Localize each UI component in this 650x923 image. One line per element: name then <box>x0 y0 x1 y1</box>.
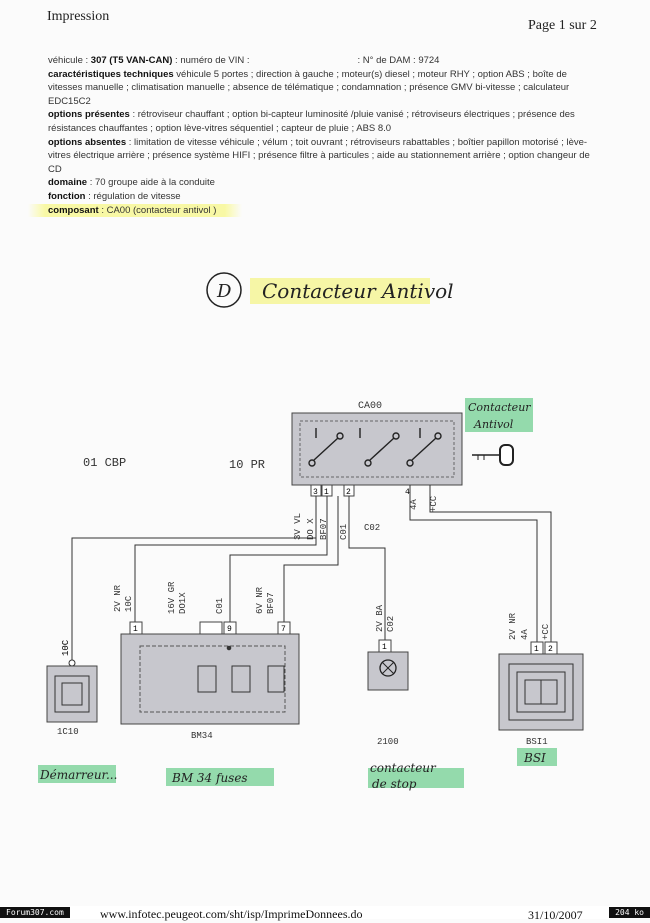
component-value: : CA00 (contacteur antivol ) <box>98 204 217 216</box>
bm34-wire-label-do1x: DO1X <box>178 592 188 614</box>
footer-url: www.infotec.peugeot.com/sht/isp/ImprimeDonnees.do <box>100 907 363 921</box>
vehicle-value: 307 (T5 VAN-CAN) <box>90 55 173 66</box>
c2100-wire-label-2vba: 2V BA <box>375 604 385 632</box>
domain-label: domaine <box>48 177 88 189</box>
title-text: Contacteur Antivol <box>262 279 454 303</box>
component-label: composant <box>48 204 99 216</box>
ca00-pin-3: 3 <box>313 488 318 497</box>
c1c10-component <box>38 639 117 783</box>
ca00-note-line2: Antivol <box>474 418 514 431</box>
c2100-wire-label-c02: C02 <box>386 615 396 632</box>
vehicle-label: véhicule : <box>48 55 91 66</box>
c2100-code: 2100 <box>377 737 399 747</box>
wire-label-c01: C01 <box>339 523 349 540</box>
bm34-wire-label-2vnr: 2V NR <box>113 584 123 612</box>
c2100-note-line1: contacteur <box>370 761 436 775</box>
ca00-note-line1: Contacteur <box>468 401 531 414</box>
c2100-pin: 1 <box>382 643 387 652</box>
c1c10-code: 1C10 <box>57 727 79 737</box>
forum-badge: Forum307.com <box>0 907 70 918</box>
circled-letter: D <box>217 281 232 302</box>
bm34-wire-label-bf07: BF07 <box>266 592 276 614</box>
footer-date: 31/10/2007 <box>528 908 583 922</box>
ca00-code: CA00 <box>358 401 383 412</box>
wire-label-c02: C02 <box>364 523 381 533</box>
bsi1-note: BSI <box>524 751 546 765</box>
ca00-pin-2: 2 <box>346 488 351 497</box>
bsi1-wire-label-2vnr: 2V NR <box>508 612 518 640</box>
wire-label-dox: DO X <box>306 518 316 540</box>
wire-label-3vvl: 3V VL <box>293 512 303 540</box>
tech-label: caractéristiques techniques <box>48 68 174 80</box>
ca00-pin-1: 1 <box>324 488 329 497</box>
bm34-component <box>113 581 299 786</box>
wire-label-bf07: BF07 <box>319 518 329 540</box>
bm34-code: BM34 <box>191 731 213 741</box>
file-size-badge: 204 ko <box>609 907 650 918</box>
print-title: Impression <box>47 9 110 24</box>
ca00-component <box>292 398 533 497</box>
wire-label-cc: +CC <box>429 495 439 512</box>
c2100-component <box>368 604 464 791</box>
page-indicator: Page 1 sur 2 <box>528 18 597 33</box>
domain-value: : 70 groupe aide à la conduite <box>87 177 215 189</box>
ground-label-10pr: 10 PR <box>229 458 266 472</box>
bsi1-component <box>499 612 583 766</box>
vin-label: : numéro de VIN : <box>172 55 250 66</box>
bm34-note: BM 34 fuses <box>172 771 248 785</box>
bsi1-pin-1: 1 <box>534 645 539 654</box>
tech-value: véhicule 5 portes ; direction à gauche ; moteur(s) diesel ; moteur RHY ; option ABS ; boîte de vitesses manuelle ; climatisation manuelle ; absence de télématique ; condamnation ; présence GMV bi-vitesse ; calculateur EDC15C2 <box>48 68 570 107</box>
absent-label: options absentes <box>48 136 127 148</box>
function-label: fonction <box>48 190 86 202</box>
ca00-pin-4: 4 <box>405 488 410 497</box>
c2100-note-line2: de stop <box>372 777 417 791</box>
bm34-wire-label-6vnr: 6V NR <box>255 586 265 614</box>
bsi1-wire-label-4a: 4A <box>520 629 530 640</box>
bsi1-code: BSI1 <box>526 737 548 747</box>
absent-value: : limitation de vitesse véhicule ; vélum ; toit ouvrant ; rétroviseurs rabattables ; boîtier papillon motorisé ; lève-vitres électrique arrière ; présence système HIFI ; présence filtre à particules ; aide au stationnement arrière ; option changeur de CD <box>48 136 590 175</box>
present-value: : rétroviseur chauffant ; option bi-capteur luminosité /pluie vanisé ; rétroviseurs électriques ; présence des résistances chauffantes ; option lève-vitres séquentiel ; capteur de pluie ; ABS 8.0 <box>48 109 575 134</box>
key-icon <box>472 445 513 465</box>
c1c10-note: Démarreur... <box>40 768 118 782</box>
bsi1-wire-label-cc: +CC <box>541 623 551 640</box>
bm34-pin-1: 1 <box>133 625 138 634</box>
bm34-wire-label-10c: 10C <box>124 595 134 612</box>
c1c10-wire-label: 10C <box>61 639 71 656</box>
dam-label: : N° de DAM : 9724 <box>357 55 440 66</box>
bm34-pin-9: 9 <box>227 625 232 634</box>
ground-label-01cbp: 01 CBP <box>83 456 127 470</box>
bsi1-pin-2: 2 <box>548 645 553 654</box>
bm34-pin-7: 7 <box>281 625 286 634</box>
function-value: : régulation de vitesse <box>85 190 181 202</box>
bm34-wire-label-c01: C01 <box>215 597 225 614</box>
handwritten-title <box>207 273 454 307</box>
bm34-wire-label-16vgr: 16V GR <box>167 581 177 614</box>
present-label: options présentes <box>48 109 130 121</box>
wire-label-4a: 4A <box>409 499 419 510</box>
